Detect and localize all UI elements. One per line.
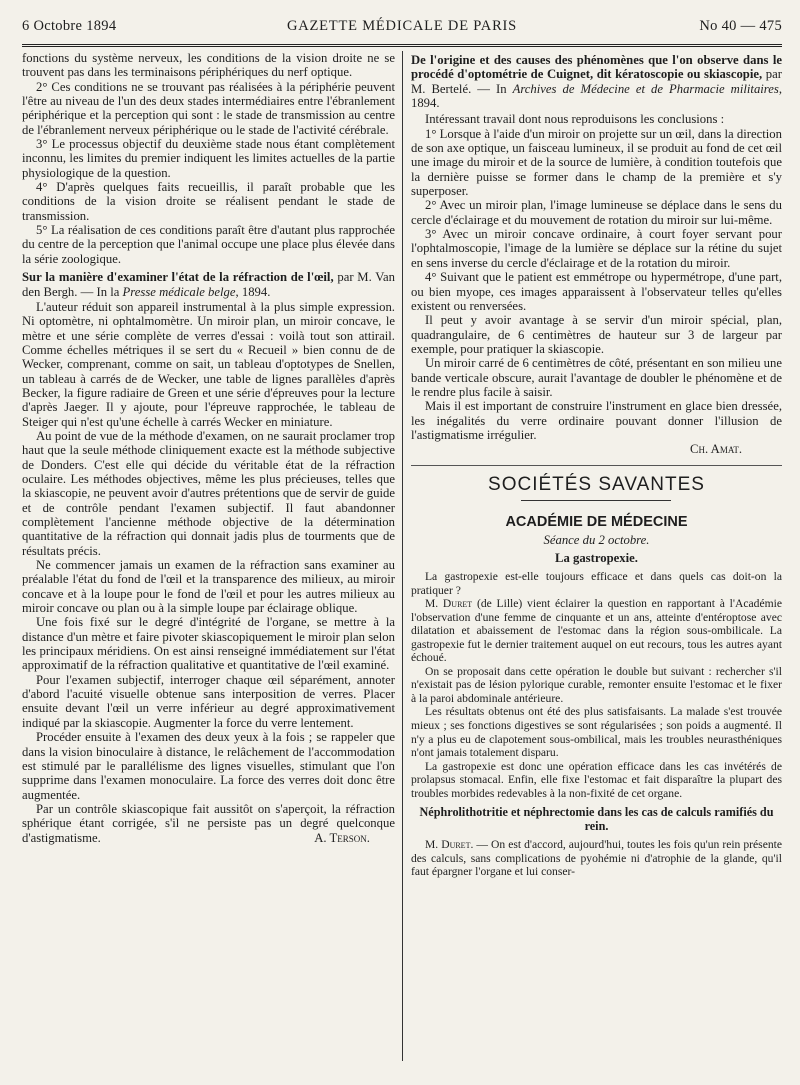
issue-date: 6 Octobre 1894 bbox=[22, 18, 117, 34]
paragraph: L'auteur réduit son appareil instrumental à la plus simple expression. Ni optomètre, ni ophtalmomètre. Un miroir plan, un miroir concave, le mètre et une série complète de verres d'essai : voilà tout son attirail. Comme échelles métriques il se sert du « Recueil » bien connu de de Wecker, comprenant, comme on sait, un tableau d'optotypes de Snellen, un tableau à carrés de de Wecker, une table de lignes parallèles d'après Becker, la figure radiaire de Green et une série d'épreuves pour la lecture d'après Jaeger. Il y ajoute, pour l'épreuve rapprochée, le tableau de Steiger qui n'est qu'une échelle à carrés Wecker en miniature. bbox=[22, 299, 395, 429]
speaker-name: M. Duret. bbox=[424, 838, 474, 852]
paragraph: Pour l'examen subjectif, interroger chaque œil séparément, annoter d'abord l'acuité visuelle obtenue sans interposition de verres. Placer ensuite devant l'œil un verre inférieur au degré approximativement indiqué par la skiascopie. Augmenter la force du verre lentement. bbox=[22, 672, 395, 730]
author-signature: A. Terson. bbox=[314, 830, 370, 845]
paragraph: Intéressant travail dont nous reproduisons les conclusions : bbox=[424, 112, 725, 127]
paragraph: 4° D'après quelques faits recueillis, il paraît probable que les conditions de la vision droite se réalisent pendant le stade de transmission. bbox=[22, 180, 395, 223]
article-title-year: , 1894. bbox=[235, 284, 271, 299]
paragraph: La gastropexie est-elle toujours efficace et dans quels cas doit-on la pratiquer ? bbox=[410, 570, 782, 597]
paragraph: Un miroir carré de 6 centimètres de côté, présentant en son milieu une bande verticale obscure, aurait l'avantage de doubler le phénomène et de le rendre plus facile à saisir. bbox=[410, 356, 782, 399]
paragraph bbox=[22, 802, 395, 845]
paragraph: 2° Avec un miroir plan, l'image lumineuse se déplace dans le sens du cercle d'éclairage et du mouvement de rotation du miroir sur lui-même. bbox=[410, 198, 782, 227]
paragraph: 3° Avec un miroir concave ordinaire, à court foyer servant pour l'ophtalmoscopie, l'image de la lumière se déplace sur la rétine du sujet en sens inverse du cercle d'éclairage et de la rotation du miroir. bbox=[410, 227, 782, 270]
header-rule bbox=[22, 44, 782, 47]
article-title-author: par M. Van den Bergh. — In la bbox=[22, 270, 395, 299]
article-title-bold: De l'origine et des causes des phénomènes que l'on observe dans le procédé d'optométrie de Cuignet, dit kératoscopie ou skiascopie, bbox=[410, 53, 782, 82]
subsection-heading: ACADÉMIE DE MÉDECINE bbox=[505, 513, 688, 530]
paragraph: 2° Ces conditions ne se trouvant pas réalisées à la périphérie peuvent l'être au niveau de l'un des deux stades intermédiaires entre l'ébranlement périphérique et la perception qui sont : le stade de transmission au centre de l'ébranlement nerveux périphérique ou le stade de l'activité cérébrale. bbox=[22, 79, 395, 137]
journal-title: GAZETTE MÉDICALE DE PARIS bbox=[286, 18, 518, 34]
paragraph: Ne commencer jamais un examen de la réfraction sans examiner au préalable l'état du fond de l'œil et la transparence des milieux, au miroir concave et à la loupe pour le fond de l'œil et pour les autres milieux au miroir concave ou plan ou à la simple loupe par éclairage oblique. bbox=[22, 558, 395, 616]
topic-heading: Néphrolithotritie et néphrectomie dans les cas de calculs ramifiés du rein. bbox=[419, 805, 774, 833]
paragraph: Mais il est important de construire l'instrument en glace bien dressée, les inégalités du verre ordinaire pouvant donner l'illusion de l'astigmatisme irrégulier. bbox=[410, 399, 782, 442]
paragraph: Une fois fixé sur le degré d'intégrité de l'organe, se mettre à la distance d'un mètre et faire pivoter skiascopiquement le miroir plan selon les principaux méridiens. On est ainsi renseigné immédiatement sur l'état approximatif de la réfraction qualitative et quantitative de l'œil examiné. bbox=[22, 615, 395, 673]
paragraph: Au point de vue de la méthode d'examen, on ne saurait proclamer trop haut que la seule méthode cliniquement exacte est la méthode subjective de Donders. C'est elle qui décide du véritable état de la réfraction oculaire. Les méthodes objectives, même les plus précieuses, telles que la skiascopie, ne peuvent avoir d'autres prétentions que de servir de guide et de contrôle pendant l'examen subjectif. Il faut abandonner complètement l'ancienne méthode objective de la détermination quantitative de la réfraction qui donnait jadis plus de tourments que de résultats précis. bbox=[22, 428, 395, 558]
left-column bbox=[22, 51, 402, 1061]
paragraph-text: (de Lille) vient éclairer la question en rapportant à l'Académie l'observation d'une femme de cinquante et un ans, atteinte d'entéroptose avec dilatation et abaissement de l'estomac dans la région sous-ombilicale. La gastropexie fut le dernier traitement auquel on eut recours, tous les autres ayant échoué. bbox=[410, 597, 782, 665]
section-heading: SOCIÉTÉS SAVANTES bbox=[488, 473, 705, 495]
article-title bbox=[411, 53, 782, 110]
article-title-author: par M. Bertelé. — In bbox=[410, 67, 782, 96]
session-date: Séance du 2 octobre. bbox=[543, 533, 650, 548]
page-header bbox=[22, 12, 782, 38]
paragraph: 5° La réalisation de ces conditions paraît être d'autant plus rapprochée du centre de la perception que l'animal occupe une place plus élevée dans la série zoologique. bbox=[22, 223, 395, 266]
paragraph: Procéder ensuite à l'examen des deux yeux à la fois ; se rappeler que dans la vision binoculaire à distance, le relâchement de l'accommodation est stimulé par le parallélisme des lignes visuelles, stimulant que l'on supprime dans l'examen monoculaire. La force des verres doit donc être augmentée. bbox=[22, 730, 395, 802]
paragraph: 3° Le processus objectif du deuxième stade nous étant complètement inconnu, les limites du premier indiquent les limites actuelles de la partie physiologique de la question. bbox=[22, 137, 395, 180]
paragraph: 1° Lorsque à l'aide d'un miroir on projette sur un œil, dans la direction de son axe optique, un faisceau lumineux, il se produit au fond de cet œil une image du miroir et de la source de lumière, à condition toutefois que la dernière puisse se former dans le champ de la première et s'y superposer. bbox=[410, 126, 782, 199]
paragraph: 4° Suivant que le patient est emmétrope ou hypermétrope, d'une part, ou bien myope, ces images apparaissent à l'observateur telles qu'elles existent ou renversées. bbox=[410, 270, 782, 313]
text-columns bbox=[22, 51, 782, 1061]
right-column bbox=[403, 51, 782, 1061]
article-title-year: , 1894. bbox=[410, 81, 782, 111]
paragraph-text: — On est d'accord, aujourd'hui, toutes les fois qu'un rein présente des calculs, sans complications de pyohémie ni d'atrophie de la glande, qu'il faut épargner l'organe et lui conser- bbox=[410, 838, 782, 879]
paragraph: Il peut y avoir avantage à se servir d'un miroir spécial, plan, quadrangulaire, de 6 centimètres de hauteur sur 3 de largeur par exemple, pour pratiquer la skiascopie. bbox=[410, 313, 782, 356]
section-rule bbox=[411, 465, 782, 466]
paragraph: On se proposait dans cette opération le double but suivant : rechercher s'il n'existait pas de lésion pylorique curable, remonter ensuite l'estomac et le fixer à la paroi abdominale antérieure. bbox=[410, 664, 782, 705]
article-title-bold: Sur la manière d'examiner l'état de la réfraction de l'œil, bbox=[22, 270, 334, 285]
article-title-journal: Archives de Médecine et de Pharmacie militaires bbox=[512, 81, 779, 96]
report-text bbox=[411, 570, 782, 879]
paragraph: Les résultats obtenus ont été des plus satisfaisants. La malade s'est trouvée mieux ; ses fonctions digestives se sont régularisées ; son poids a augmenté. Il n'y a plus eu de clapotement sous-ombilical, mais les troubles neurasthéniques n'ont jamais totalement disparu. bbox=[410, 705, 782, 760]
article-title-journal: Presse médicale belge bbox=[122, 284, 236, 299]
issue-number-page: No 40 — 475 bbox=[699, 18, 782, 34]
article-title bbox=[22, 270, 395, 299]
paragraph: La gastropexie est donc une opération efficace dans les cas invétérés de prolapsus stomacal. Enfin, elle fixe l'estomac et fait disparaître la plupart des troubles morbides redevables à la non-fixité de cet organe. bbox=[410, 759, 782, 800]
paragraph bbox=[411, 597, 782, 665]
paragraph bbox=[411, 838, 782, 879]
paragraph: fonctions du système nerveux, les conditions de la vision droite ne se trouvent pas dans les terminaisons périphériques du nerf optique. bbox=[22, 51, 395, 80]
section-heading-rule bbox=[521, 500, 671, 501]
speaker-name: M. Duret bbox=[424, 597, 473, 611]
topic-heading: La gastropexie. bbox=[555, 550, 638, 565]
author-signature: Ch. Amat. bbox=[690, 442, 742, 457]
paragraph-text: Par un contrôle skiascopique fait aussitôt on s'aperçoit, la réfraction sphérique étant corrigée, s'il ne persiste pas un degré quelconque d'astigmatisme. bbox=[22, 801, 395, 845]
